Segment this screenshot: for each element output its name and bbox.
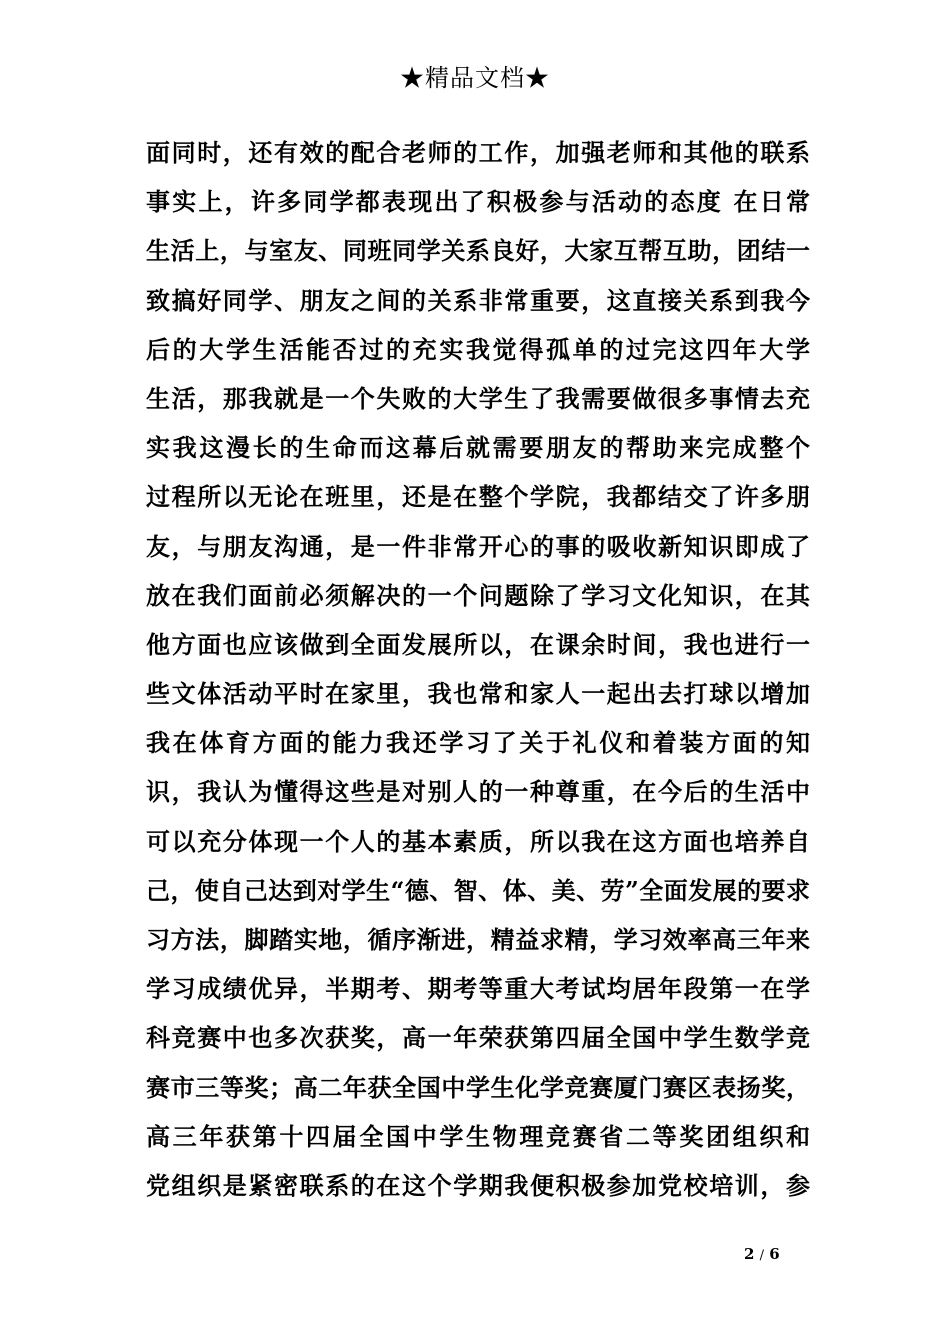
text-line: 致搞好同学、朋友之间的关系非常重要，这直接关系到我今 [146,285,810,315]
text-line: 习方法，脚踏实地，循序渐进，精益求精，学习效率高三年来 [146,925,810,954]
text-line: 他方面也应该做到全面发展所以，在课余时间，我也进行一 [146,629,810,659]
text-line: 我在体育方面的能力我还学习了关于礼仪和着装方面的知 [146,728,810,758]
page-number-total: 6 [769,1245,780,1263]
text-line: 识，我认为懂得这些是对别人的一种尊重，在今后的生活中 [146,777,810,807]
text-line: 高三年获第十四届全国中学生物理竞赛省二等奖团组织和 [146,1121,810,1151]
text-line: 己，使自己达到对学生“德、智、体、美、劳”全面发展的要求 [146,875,810,905]
text-line: 面同时，还有效的配合老师的工作，加强老师和其他的联系 [146,138,810,167]
text-line: 党组织是紧密联系的在这个学期我便积极参加党校培训，参 [146,1170,810,1200]
text-line: 生活，那我就是一个失败的大学生了我需要做很多事情去充 [146,383,810,413]
text-line: 后的大学生活能否过的充实我觉得孤单的过完这四年大学 [146,334,810,364]
text-line: 些文体活动平时在家里，我也常和家人一起出去打球以增加 [146,679,810,709]
text-line: 过程所以无论在班里，还是在整个学院，我都结交了许多朋 [146,482,810,512]
text-line: 可以充分体现一个人的基本素质，所以我在这方面也培养自 [146,826,810,856]
page-number-current: 2 [744,1245,755,1263]
text-line: 友，与朋友沟通，是一件非常开心的事的吸收新知识即成了 [146,531,810,561]
text-line: 实我这漫长的生命而这幕后就需要朋友的帮助来完成整个 [146,433,810,463]
document-body [146,128,810,1210]
text-line: 事实上，许多同学都表现出了积极参与活动的态度 在日常 [146,187,810,217]
page-header-title: ★精品文档★ [400,64,550,92]
page-number [744,1244,780,1266]
text-line: 赛市三等奖；高二年获全国中学生化学竞赛厦门赛区表扬奖， [146,1072,810,1102]
text-line: 放在我们面前必须解决的一个问题除了学习文化知识，在其 [146,580,810,610]
text-line: 生活上，与室友、同班同学关系良好，大家互帮互助，团结一 [146,236,810,266]
page-number-separator: / [759,1248,765,1263]
text-line: 科竞赛中也多次获奖，高一年荣获第四届全国中学生数学竞 [146,1023,810,1053]
text-line: 学习成绩优异，半期考、期考等重大考试均居年段第一在学 [146,974,810,1004]
